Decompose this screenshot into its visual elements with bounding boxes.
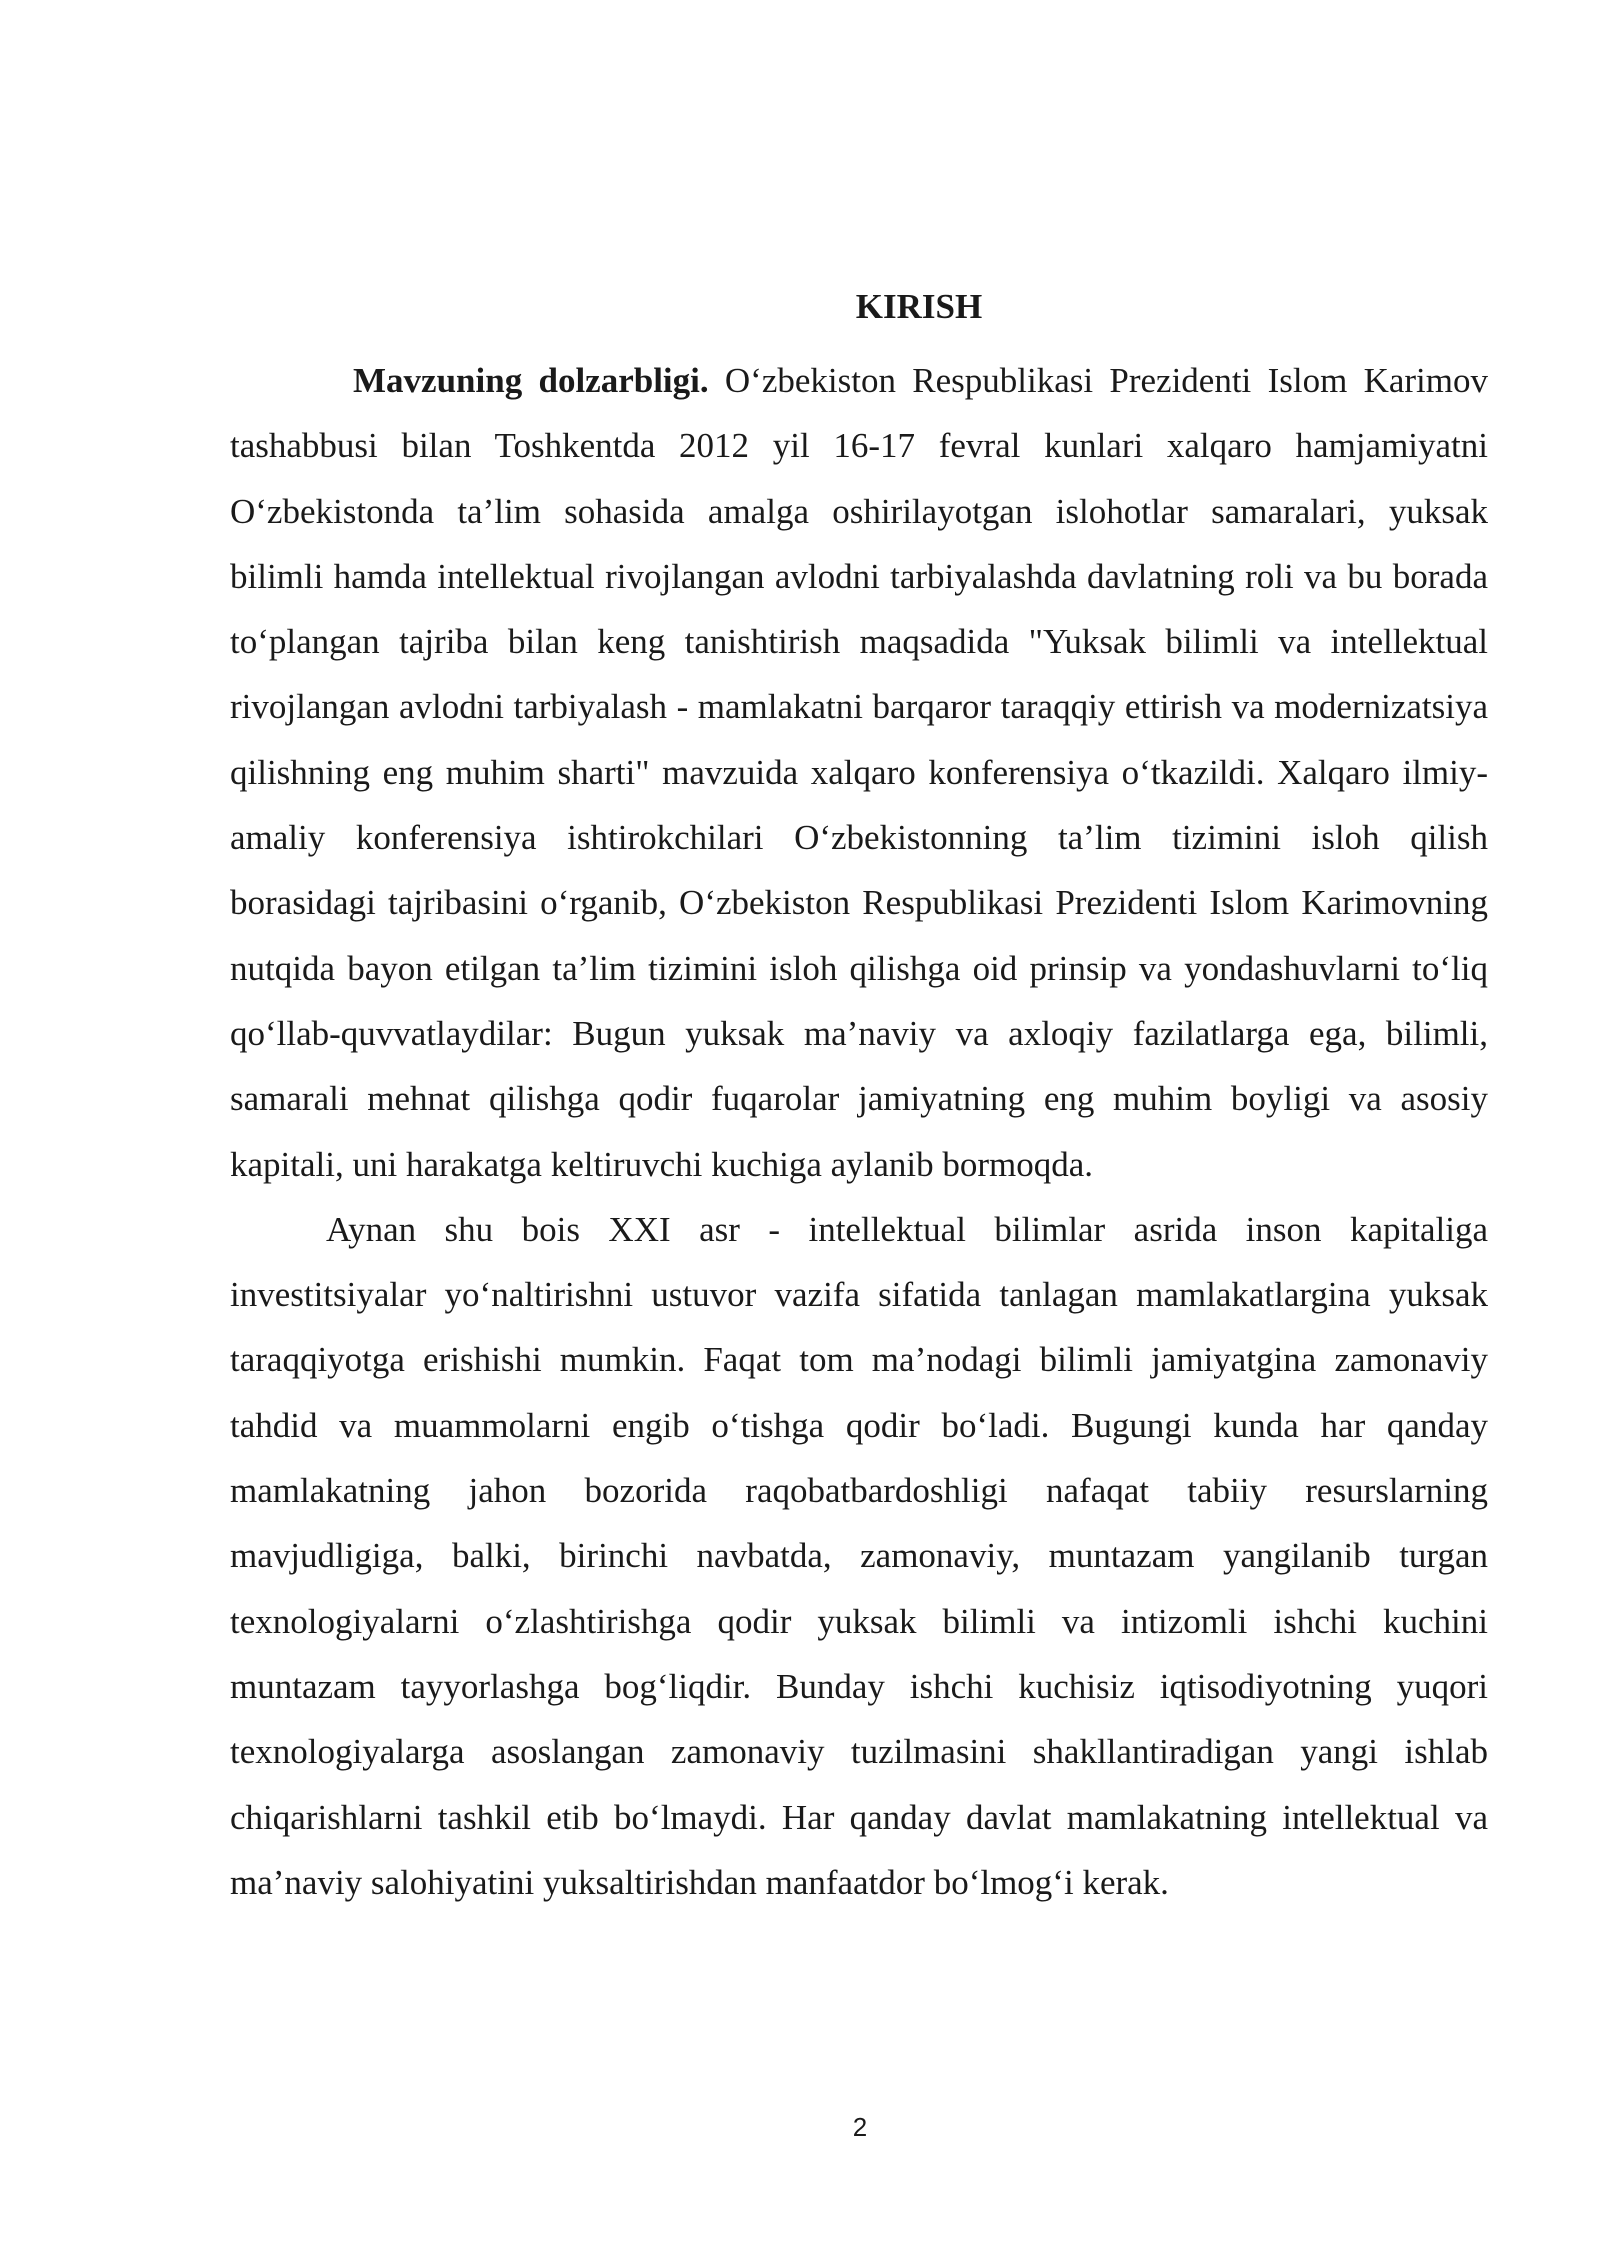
body-text [230,348,1488,1915]
page-title: KIRISH [855,287,983,326]
paragraph-2: Aynan shu bois XXI asr - intellektual bilimlar asrida inson kapitaliga investitsiyalar yo‘naltirishni ustuvor vazifa sifatida tanlagan mamlakatlargina yuksak taraqqiyotga erishishi mumkin. Faqat tom ma’nodagi bilimli jamiyatgina zamonaviy tahdid va muammolarni engib o‘tishga qodir bo‘ladi. Bugungi kunda har qanday mamlakatning jahon bozorida raqobatbardoshligi nafaqat tabiiy resurslarning mavjudligiga, balki, birinchi navbatda, zamonaviy, muntazam yangilanib turgan texnologiyalarni o‘zlashtirishga qodir yuksak bilimli va intizomli ishchi kuchini muntazam tayyorlashga bog‘liqdir. Bunday ishchi kuchisiz iqtisodiyotning yuqori texnologiyalarga asoslangan zamonaviy tuzilmasini shakllantiradigan yangi ishlab chiqarishlarni tashkil etib bo‘lmaydi. Har qanday davlat mamlakatning intellektual va ma’naviy salohiyatini yuksaltirishdan manfaatdor bo‘lmog‘i kerak. [230,1209,1488,1902]
paragraph-1 [230,348,1488,1197]
page-number: 2 [852,2112,868,2142]
paragraph-1-lead: Mavzuning dolzarbligi. [353,361,709,400]
paragraph-1-text: O‘zbekiston Respublikasi Prezidenti Islom Karimov tashabbusi bilan Toshkentda 2012 yil 16-17 fevral kunlari xalqaro hamjamiyatni O‘zbekistonda ta’lim sohasida amalga oshirilayotgan islohotlar samaralari, yuksak bilimli hamda intellektual rivojlangan avlodni tarbiyalashda davlatning roli va bu borada to‘plangan tajriba bilan keng tanishtirish maqsadida "Yuksak bilimli va intellektual rivojlangan avlodni tarbiyalash - mamlakatni barqaror taraqqiy ettirish va modernizatsiya qilishning eng muhim sharti" mavzuida xalqaro konferensiya o‘tkazildi. Xalqaro ilmiy-amaliy konferensiya ishtirokchilari O‘zbekistonning ta’lim tizimini isloh qilish borasidagi tajribasini o‘rganib, O‘zbekiston Respublikasi Prezidenti Islom Karimovning nutqida bayon etilgan ta’lim tizimini isloh qilishga oid prinsip va yondashuvlarni to‘liq qo‘llab-quvvatlaydilar: Bugun yuksak ma’naviy va axloqiy fazilatlarga ega, bilimli, samarali mehnat qilishga qodir fuqarolar jamiyatning eng muhim boyligi va asosiy kapitali, uni harakatga keltiruvchi kuchiga aylanib bormoqda. [230,361,1488,1184]
